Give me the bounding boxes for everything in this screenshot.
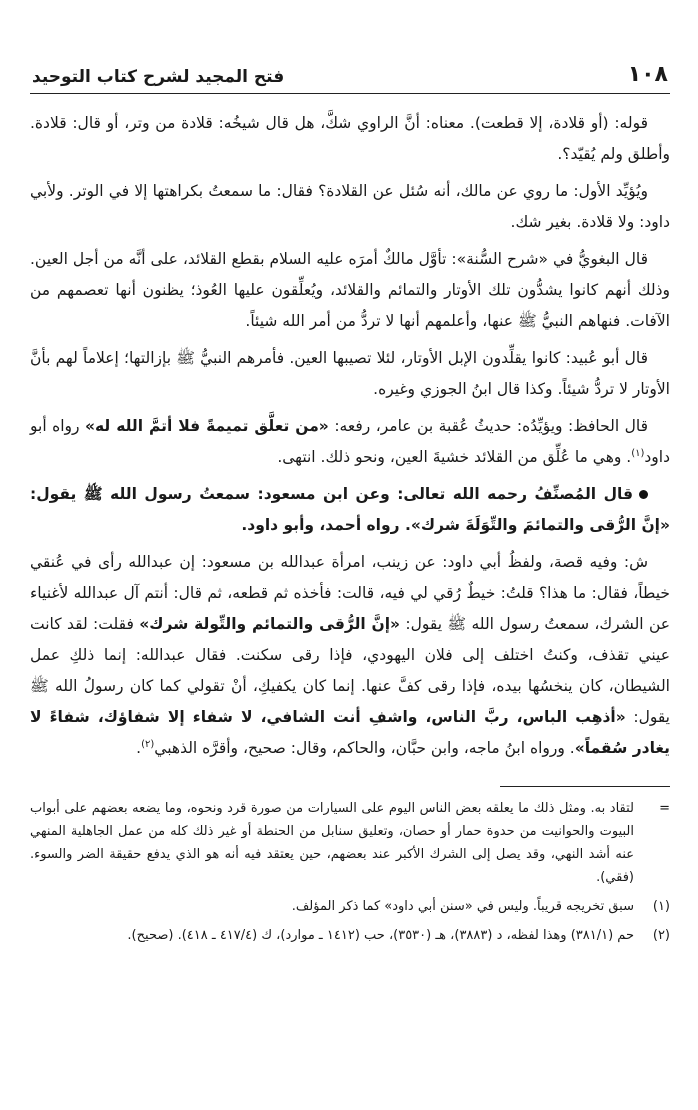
- hadith-quote: «من تعلَّق تميمةً فلا أتمَّ الله له»: [85, 417, 329, 435]
- commentary-source: . ورواه ابنُ ماجه، وابن حبَّان، والحاكم، وقال: صحيح، وأقرَّه الذهبي: [154, 739, 575, 757]
- commentary-end: .: [136, 739, 142, 757]
- paragraph-3: قال البغويُّ في «شرح السُّنة»: تأوَّل مالكٌ أمرَه عليه السلام بقطع القلائد، على أنَّه من أجل العين. وذلك أنهم كانوا يشدُّون تلك الأوتار والتمائم والقلائد، ويُعلِّقون عليها العُوذ؛ يظنون أنها تعصمهم من الآفات. فنهاهم النبيُّ ﷺ عنها، وأعلمهم أنها لا تردُّ من أمر الله شيئاً.: [30, 250, 670, 330]
- footnotes: [30, 797, 670, 947]
- footnote-1-mark: (١): [652, 899, 670, 914]
- footnote-2: [30, 924, 670, 947]
- footnote-ref-1: (١): [631, 447, 645, 459]
- footnote-continued-mark: =: [659, 801, 670, 816]
- author-statement-text: قال المُصنِّفُ رحمه الله تعالى: وعن ابن مسعود: سمعتُ رسول الله ﷺ يقول: «إنَّ الرُّقى والتمائمَ والتِّوَلَةَ شرك». رواه أحمد، وأبو داود.: [30, 485, 670, 534]
- footnote-1-text: سبق تخريجه قريباً. وليس في «سنن أبي داود» كما ذكر المؤلف.: [291, 899, 634, 914]
- page-header: [30, 62, 670, 94]
- author-statement: [30, 479, 670, 541]
- commentary-intro: ش: وفيه قصة، ولفظُ أبي داود: عن زينب، امرأة عبدالله بن مسعود: إن عبدالله رأى في عُنقي خيطاً، فقال: ما هذا؟ قلتُ: خيطٌ رُقي لي فيه، قالت: فأخذه ثم قطعه، ثم قال: أنتم آل عبدالله لأغنياء عن الشرك، سمعتُ رسول الله ﷺ يقول:: [30, 553, 670, 633]
- commentary-paragraph: [30, 547, 670, 764]
- commentary-middle: فقلت: لقد كانت عيني تقذف، وكنتُ اختلف إلى فلان اليهودي، فإذا رقى سكنت. فقال عبدالله: إنما ذلكِ عمل الشيطان، كان ينخسُها بيده، فإذا رقى كفَّ عنها. إنما كان يكفيكِ، أنْ تقولي كما كان رسولُ الله ﷺ يقول:: [30, 615, 671, 726]
- paragraph-4: قال أبو عُبيد: كانوا يقلِّدون الإبل الأوتار، لئلا تصيبها العين. فأمرهم النبيُّ ﷺ بإزالتها؛ إعلاماً لهم بأنَّ الأوتار لا تردُّ شيئاً. وكذا قال ابنُ الجوزي وغيره.: [30, 349, 670, 398]
- footnote-2-mark: (٢): [652, 928, 670, 943]
- footnote-continued: [30, 797, 670, 889]
- running-title: فتح المجيد لشرح كتاب التوحيد: [32, 67, 285, 87]
- paragraph-5: [30, 411, 670, 473]
- hadith-quote-2: «إنَّ الرُّقى والتمائم والتِّولة شرك»: [139, 615, 401, 633]
- footnote-1: [30, 895, 670, 918]
- bullet-icon: [639, 490, 648, 499]
- footnote-continued-text: لتقاد به. ومثل ذلك ما يعلقه بعض الناس اليوم على السيارات من صورة قرد ونحوه، وما يضعه بعضهم على أبواب البيوت والحوانيت من حدوة حمار أو حصان، وتعليق سنابل من الحنطة أو غير ذلك كله من عمل الجاهلية المنهي عنه أشد النهي، وقد يصل إلى الشرك الأكبر عند بعضهم، حين يعتقد فيه أنه هو الذي يدفع حقيقة الضر والسوء. (فقي).: [30, 801, 634, 885]
- page: [30, 62, 670, 953]
- paragraph-5-end: . وهي ما عُلِّق من القلائد خشيةَ العين، ونحو ذلك. انتهى.: [277, 448, 632, 466]
- paragraph-2: ويُؤيِّد الأول: ما روي عن مالك، أنه سُئل عن القلادة؟ فقال: ما سمعتُ بكراهتها إلا في الوتر. ولأبي داود: ولا قلادة. بغير شك.: [30, 182, 670, 231]
- main-text: [30, 108, 670, 764]
- paragraph-5-source: رواه أبو داود: [30, 417, 670, 466]
- footnote-ref-2: (٢): [141, 738, 155, 750]
- paragraph-5-intro: قال الحافظ: ويؤيِّدُه: حديثُ عُقبة بن عامر، رفعه:: [328, 417, 649, 435]
- supplication-quote: «أذهِب الباس، ربَّ الناس، واشفِ أنت الشافي، لا شفاء إلا شفاؤك، شفاءً لا يغادر سُقماً»: [30, 708, 670, 757]
- paragraph-1: قوله: (أو قلادة، إلا قطعت). معناه: أنَّ الراوي شكَّ، هل قال شيخُه: قلادة من وتر، أو قال: قلادة. وأطلق ولم يُقيّد؟.: [30, 114, 670, 163]
- footnote-divider: [500, 786, 670, 787]
- footnote-2-text: حم (٣٨١/١) وهذا لفظه، د (٣٨٨٣)، هـ (٣٥٣٠)، حب (١٤١٢ ـ موارد)، ك (٤١٧/٤ ـ ٤١٨). (صحيح).: [127, 928, 634, 943]
- page-number: ١٠٨: [627, 62, 668, 87]
